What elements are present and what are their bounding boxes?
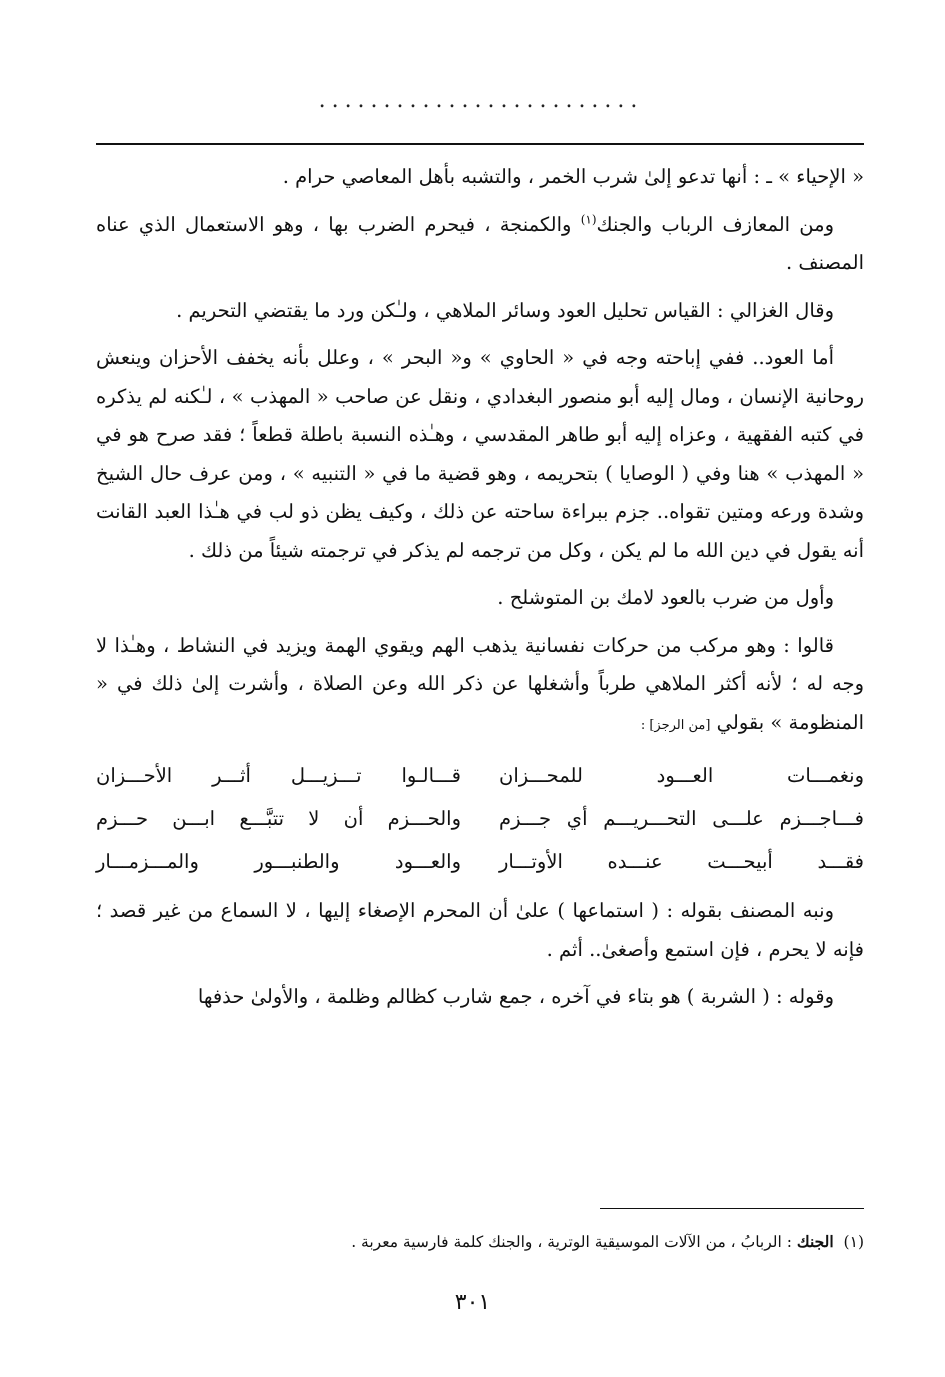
paragraph: أما العود.. ففي إباحته وجه في « الحاوي » و« البحر » ، وعلل بأنه يخفف الأحزان وينعش روحانية الإنسان ، ومال إليه أبو منصور البغدادي ، ونقل عن صاحب « المهذب » ، لـٰكنه لم يذكره في كتبه الفقهية ، وعزاه إليه أبو طاهر المقدسي ، وهـٰذه النسبة باطلة قطعاً ؛ فقد صرح هو في « المهذب » هنا وفي ( الوصايا ) بتحريمه ، وهو قضية ما في « التنبيه » ، ومن عرف حال الشيخ وشدة ورعه ومتين تقواه.. جزم ببراءة ساحته عن ذلك ، وكيف يظن ذو لب في هـٰذا العبد القانت أنه يقول في دين الله ما لم يكن ، وكل من ترجمه لم يذكر في ترجمته شيئاً من ذلك . [96, 346, 864, 562]
paragraph: وقوله : ( الشربة ) هو بتاء في آخره ، جمع شارب كظالم وظلمة ، والأولىٰ حذفها [197, 985, 834, 1008]
poem-verse [96, 754, 864, 797]
paragraph-text: ومن المعازف الرباب والجنك [596, 212, 834, 236]
footnote-number: (١) [843, 1233, 864, 1251]
verse-first-hemistich: ونغمـــات العـــود للمحـــزان [499, 764, 864, 787]
paragraph-text: قالوا : وهو مركب من حركات نفسانية يذهب الهم ويقوي الهمة ويزيد في النشاط ، وهـٰذا لا وجه له ؛ لأنه أكثر الملاهي طرباً وأشغلها عن ذكر الله وعن الصلاة ، وأشرت إلىٰ ذلك في « المنظومة » بقولي [96, 633, 864, 734]
paragraph: وأول من ضرب بالعود لامك بن المتوشلح . [497, 586, 834, 609]
verse-second-hemistich: والحـــزم أن لا تتبَّـــع ابـــن حـــزم [96, 807, 461, 830]
verse-first-hemistich: فقـــد أبيحـــت عنـــده الأوتـــار [499, 850, 864, 873]
verse-first-hemistich: فـــاجـــزم علـــى التحـــريـــم أي جـــزم [499, 807, 864, 830]
poem-verse [96, 840, 864, 883]
poem [96, 754, 864, 883]
verse-second-hemistich: قـــالـوا تـــزيـــل أثـــر الأحـــزان [96, 764, 461, 787]
footnote-term: الجنك [796, 1232, 834, 1251]
header-rule [96, 143, 864, 145]
footnote-text: : الربابُ ، من الآلات الموسيقية الوترية ، والجنك كلمة فارسية معربة . [351, 1233, 792, 1251]
header-dotted-line: ......................... [318, 88, 644, 113]
footnote-rule [600, 1208, 864, 1209]
paragraph [96, 627, 864, 746]
verse-meter: [من الرجز] : [640, 717, 711, 733]
page-number: ٣٠١ [454, 1290, 491, 1315]
verse-second-hemistich: والعـــود والطنبـــور والمـــزمـــار [96, 850, 461, 873]
footnote-marker: (١) [580, 212, 597, 226]
paragraph: ونبه المصنف بقوله : ( استماعها ) علىٰ أن المحرم الإصغاء إليها ، لا السماع من غير قصد ؛ فإنه لا يحرم ، فإن استمع وأصغىٰ.. أثم . [96, 899, 864, 961]
main-text [96, 158, 864, 1026]
paragraph: وقال الغزالي : القياس تحليل العود وسائر الملاهي ، ولـٰكن ورد ما يقتضي التحريم . [176, 298, 834, 322]
poem-verse [96, 797, 864, 840]
footnote [96, 1230, 864, 1254]
paragraph [96, 206, 864, 283]
paragraph: « الإحياء » ـ : أنها تدعو إلىٰ شرب الخمر ، والتشبه بأهل المعاصي حرام . [282, 165, 864, 188]
paragraph-text: والكمنجة ، فيحرم الضرب بها ، وهو الاستعمال الذي عناه المصنف . [96, 212, 864, 274]
